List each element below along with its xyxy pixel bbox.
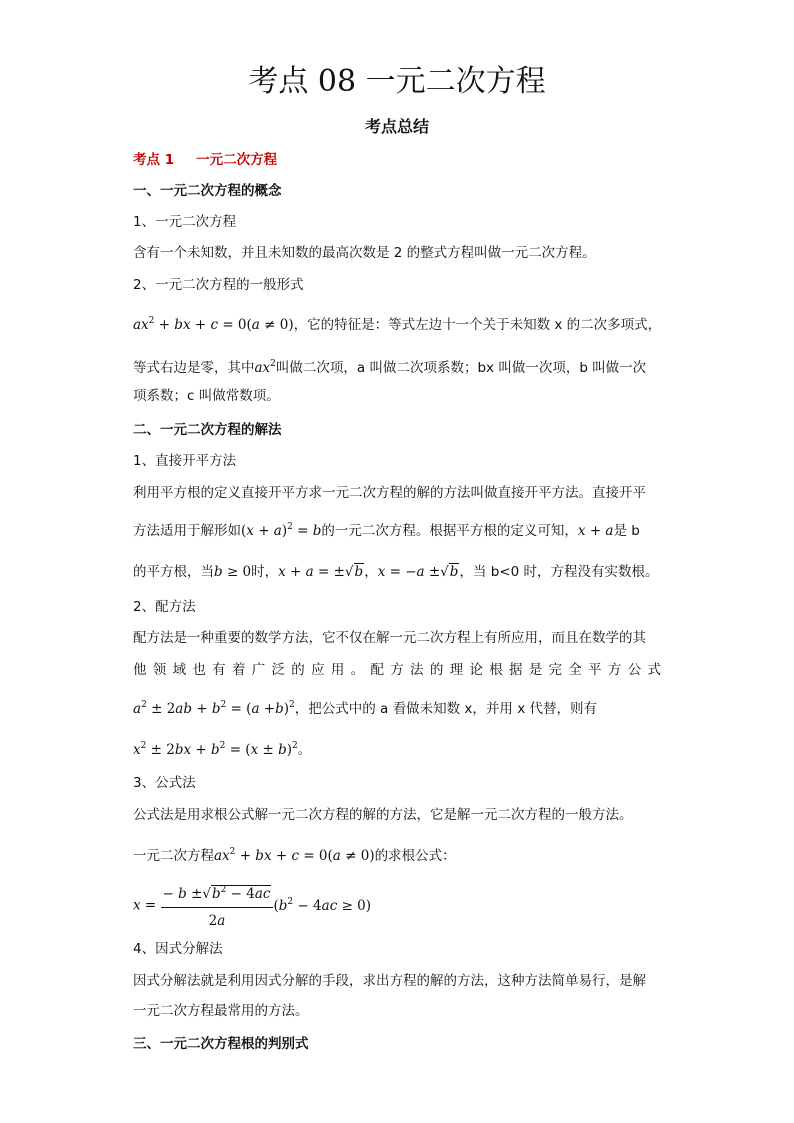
method2-line2: 他领域也有着广泛的应用。配方法的理论根据是完全平方公式 — [133, 662, 661, 678]
root-formula-2: x = −a ±√b — [377, 564, 459, 580]
method3-line1: 公式法是用求根公式解一元二次方程的解的方法，它是解一元二次方程的一般方法。 — [133, 807, 633, 823]
page-subtitle: 考点总结 — [364, 117, 429, 136]
method1-line2: 方法适用于解形如$(x + a)^2 = b$的一元二次方程。根据平方根的定义可知，x + a是 b — [133, 522, 640, 539]
method3-title: 3、公式法 — [133, 775, 196, 791]
method4-line1: 因式分解法就是利用因式分解的手段，求出方程的解的方法，这种方法简单易行，是解 — [133, 973, 646, 989]
method4-title: 4、因式分解法 — [133, 941, 223, 957]
method2-line3: $a^2 \pm 2ab + b^2 = (a +b)^2$，把公式中的 a 看做未知数 x，并用 x 代替，则有 — [133, 700, 597, 717]
completed-square-formula: $x^2 \pm 2bx + b^2 = (x \pm b)^2$ — [133, 741, 298, 758]
method2-title: 2、配方法 — [133, 599, 196, 615]
s1-item1-text: 含有一个未知数，并且未知数的最高次数是 2 的整式方程叫做一元二次方程。 — [133, 245, 596, 261]
s1-item2-line1: $ax^2$ + bx + c = 0(a ≠ 0)，它的特征是：等式左边十一个关于未知数 x 的二次多项式， — [133, 316, 662, 333]
point-name: 一元二次方程 — [196, 152, 278, 168]
section-2-heading: 二、一元二次方程的解法 — [133, 422, 282, 438]
method2-line1: 配方法是一种重要的数学方法，它不仅在解一元二次方程上有所应用，而且在数学的其 — [133, 630, 646, 646]
general-form-formula: $ax^2$ + bx + c = 0(a ≠ 0) — [133, 316, 294, 333]
method2-line4: $x^2 \pm 2bx + b^2 = (x \pm b)^2$。 — [133, 741, 312, 758]
s1-item2-title: 2、一元二次方程的一般形式 — [133, 277, 304, 293]
s1-item2-line2: 等式右边是零，其中$ax^2$叫做二次项，a 叫做二次项系数；bx 叫做一次项，b 叫做一次 — [133, 359, 647, 376]
method1-line3: 的平方根，当b ≥ 0时，x + a = ±√b，x = −a ±√b，当 b<0 时，方程没有实数根。 — [133, 564, 659, 580]
method1-title: 1、直接开平方法 — [133, 453, 237, 469]
quadratic-formula-fraction: $\frac{- b \pm√b^2 - 4ac}{2a}$ — [161, 880, 274, 931]
square-form-formula: $(x + a)^2 = b$ — [241, 522, 322, 539]
quadratic-term-formula: $ax^2$ — [254, 359, 276, 376]
s1-item2-line3: 项系数；c 叫做常数项。 — [133, 388, 280, 404]
perfect-square-formula: $a^2 \pm 2ab + b^2 = (a +b)^2$ — [133, 700, 295, 717]
s1-item1-title: 1、一元二次方程 — [133, 214, 237, 230]
quadratic-formula: x = $\frac{- b \pm√b^2 - 4ac}{2a}$ $(b^2 - 4ac \ge 0)$ — [133, 880, 371, 931]
section-3-heading: 三、一元二次方程根的判别式 — [133, 1036, 309, 1052]
method4-line2: 一元二次方程最常用的方法。 — [133, 1003, 309, 1019]
root-formula-1: x + a = ±√b — [278, 564, 364, 580]
point-heading — [133, 151, 277, 169]
method3-line2: 一元二次方程$ax^2$ + bx + c = 0(a ≠ 0)的求根公式： — [133, 847, 456, 864]
section-1-heading: 一、一元二次方程的概念 — [133, 183, 282, 199]
method1-line1: 利用平方根的定义直接开平方求一元二次方程的解的方法叫做直接开平方法。直接开平 — [133, 485, 646, 501]
page-title: 考点 08 一元二次方程 — [248, 64, 546, 99]
point-label: 考点 1 — [133, 152, 175, 168]
